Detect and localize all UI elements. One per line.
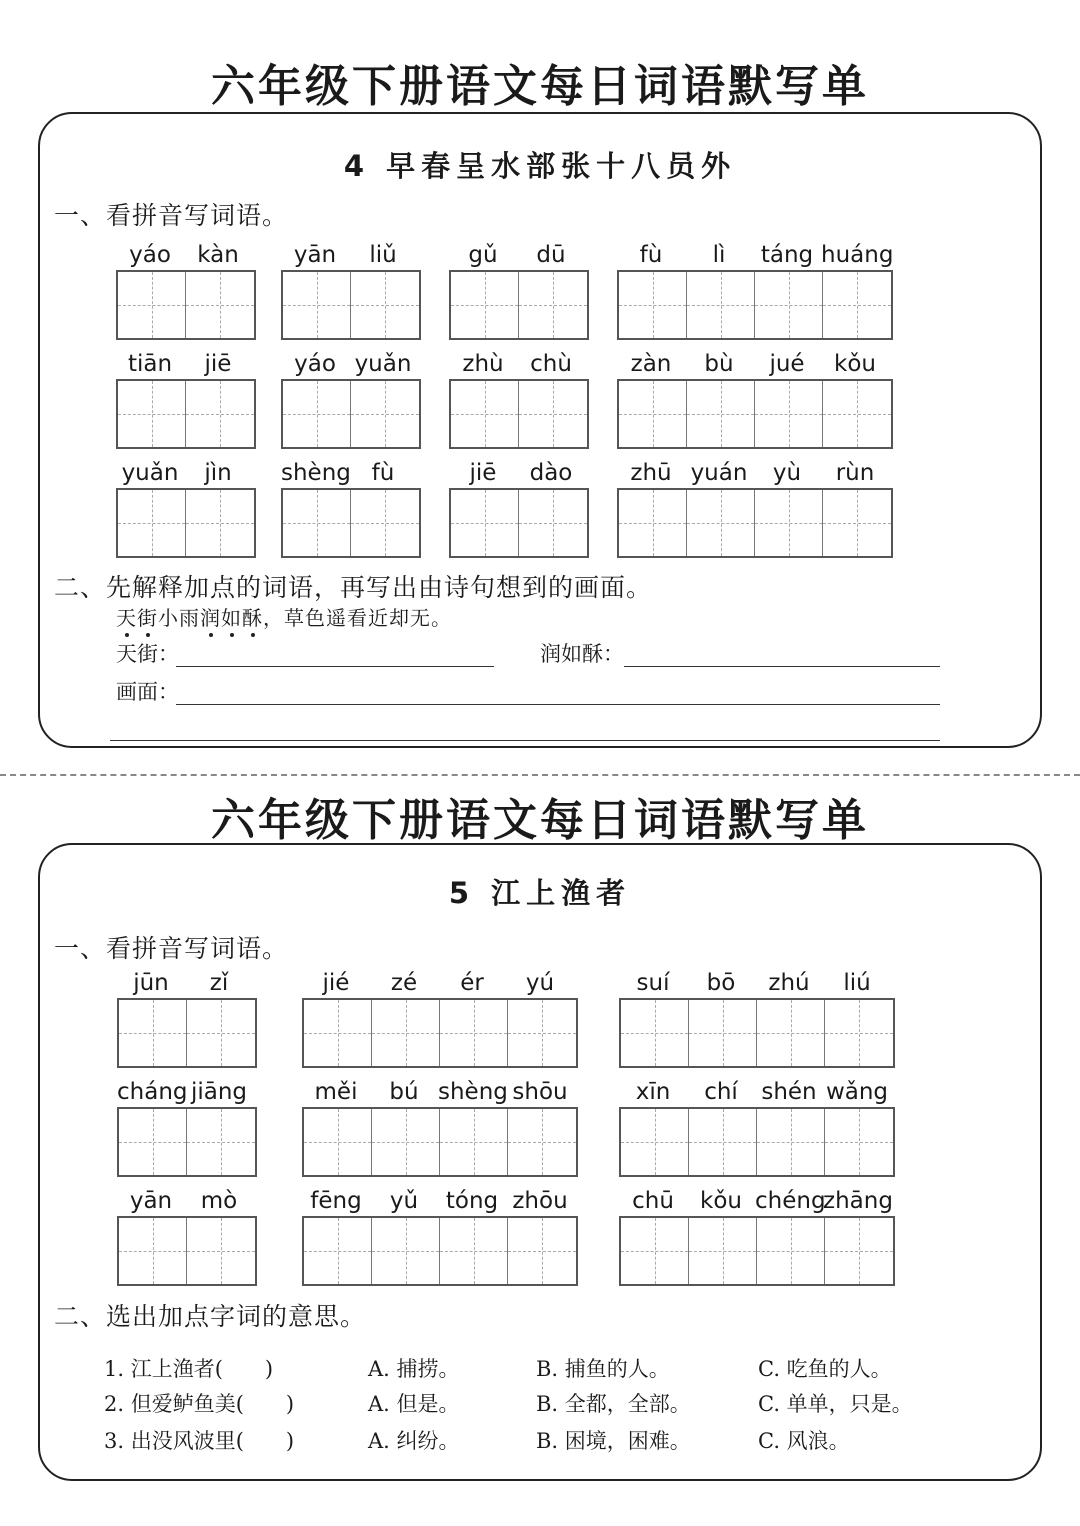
guide-line-horizontal: [619, 305, 686, 306]
guide-line-horizontal: [118, 414, 185, 415]
question-3[interactable]: 3. 出没风波里( ): [104, 1429, 295, 1453]
pinyin-syllable: jué: [769, 351, 805, 377]
pinyin-syllable: ér: [460, 970, 484, 996]
character-writing-cell[interactable]: [118, 381, 186, 447]
character-writing-cell[interactable]: [186, 490, 254, 556]
pinyin-syllable: fēng: [310, 1188, 362, 1214]
guide-line-horizontal: [757, 1033, 824, 1034]
pinyin-syllable: yáo: [129, 242, 171, 268]
sheet1-answer-line-tianjie[interactable]: [176, 666, 494, 667]
guide-line-horizontal: [755, 414, 822, 415]
guide-line-horizontal: [119, 1251, 186, 1252]
character-writing-cell[interactable]: [283, 490, 351, 556]
character-box-group: [619, 1216, 895, 1286]
character-writing-cell[interactable]: [755, 272, 823, 338]
pinyin-syllable: lì: [712, 242, 726, 268]
poem-char-ru: 如: [221, 606, 242, 630]
sheet2-header-grade: 六年级下册语文: [211, 795, 540, 846]
character-box-group: [449, 270, 589, 340]
guide-line-horizontal: [283, 523, 350, 524]
pinyin-syllable: liú: [843, 970, 871, 996]
character-writing-cell[interactable]: [757, 1218, 825, 1284]
pinyin-syllable: kǒu: [700, 1188, 742, 1214]
pinyin-syllable: bù: [704, 351, 734, 377]
character-box-group: [116, 488, 256, 558]
guide-line-horizontal: [451, 414, 518, 415]
pinyin-syllable: zhú: [768, 970, 810, 996]
option-2-c: C. 单单，只是。: [758, 1392, 913, 1416]
character-writing-cell[interactable]: [823, 381, 891, 447]
guide-line-horizontal: [687, 414, 754, 415]
character-writing-cell[interactable]: [519, 272, 587, 338]
character-writing-cell[interactable]: [687, 381, 755, 447]
guide-line-horizontal: [451, 305, 518, 306]
option-3-a: A. 纠纷。: [368, 1429, 460, 1453]
pinyin-syllable: tiān: [127, 351, 173, 377]
character-writing-cell[interactable]: [440, 1109, 508, 1175]
pinyin-syllable: yǔ: [389, 1188, 419, 1214]
guide-line-horizontal: [372, 1142, 439, 1143]
guide-line-horizontal: [119, 1142, 186, 1143]
guide-line-horizontal: [621, 1033, 688, 1034]
pinyin-syllable: shèng: [438, 1079, 508, 1105]
character-box-group: [281, 270, 421, 340]
guide-line-horizontal: [519, 523, 587, 524]
character-writing-cell[interactable]: [119, 1000, 187, 1066]
sheet2-lesson-title: 5 江上渔者: [448, 876, 632, 910]
character-writing-cell[interactable]: [621, 1218, 689, 1284]
character-writing-cell[interactable]: [621, 1109, 689, 1175]
pinyin-syllable: dào: [529, 460, 573, 486]
character-writing-cell[interactable]: [755, 490, 823, 556]
character-box-group: [619, 1107, 895, 1177]
sheet2-section2-title: 二、选出加点字词的意思。: [54, 1302, 367, 1331]
pinyin-syllable: liǔ: [369, 242, 397, 268]
guide-line-horizontal: [689, 1033, 756, 1034]
guide-line-horizontal: [687, 523, 754, 524]
pinyin-syllable: tóng: [445, 1188, 499, 1214]
pinyin-syllable: zàn: [630, 351, 672, 377]
character-box-group: [116, 270, 256, 340]
guide-line-horizontal: [187, 1251, 255, 1252]
guide-line-horizontal: [304, 1033, 371, 1034]
guide-line-horizontal: [519, 305, 587, 306]
pinyin-syllable: chù: [530, 351, 572, 377]
pinyin-syllable: jūn: [133, 970, 169, 996]
character-writing-cell[interactable]: [283, 381, 351, 447]
option-2-b: B. 全都，全部。: [536, 1392, 691, 1416]
character-box-group: [117, 998, 257, 1068]
character-writing-cell[interactable]: [619, 272, 687, 338]
character-writing-cell[interactable]: [118, 272, 186, 338]
guide-line-horizontal: [119, 1033, 186, 1034]
option-1-b: B. 捕鱼的人。: [536, 1357, 670, 1381]
sheet1-section2-title: 二、先解释加点的词语，再写出由诗句想到的画面。: [54, 573, 653, 602]
pinyin-syllable: gǔ: [468, 242, 498, 268]
question-2[interactable]: 2. 但爱鲈鱼美( ): [104, 1392, 295, 1416]
option-3-c: C. 风浪。: [758, 1429, 850, 1453]
character-writing-cell[interactable]: [186, 272, 254, 338]
guide-line-horizontal: [823, 523, 891, 524]
character-writing-cell[interactable]: [187, 1109, 255, 1175]
sheet1-header-title: 每日词语默写单: [540, 61, 869, 112]
pinyin-syllable: zé: [390, 970, 418, 996]
pinyin-syllable: bō: [706, 970, 736, 996]
character-box-group: [281, 488, 421, 558]
character-box-group: [449, 379, 589, 449]
poem-char-tian: 天: [116, 606, 137, 630]
guide-line-horizontal: [304, 1142, 371, 1143]
pinyin-syllable: yān: [129, 1188, 173, 1214]
guide-line-horizontal: [451, 523, 518, 524]
sheet1-answer-line-huamian-1[interactable]: [176, 704, 940, 705]
guide-line-horizontal: [619, 523, 686, 524]
guide-line-horizontal: [187, 1033, 255, 1034]
character-writing-cell[interactable]: [283, 272, 351, 338]
sheet1-answer-line-runrusu[interactable]: [624, 666, 940, 667]
guide-line-horizontal: [304, 1251, 371, 1252]
guide-line-horizontal: [621, 1142, 688, 1143]
pinyin-syllable: jiē: [469, 460, 497, 486]
character-writing-cell[interactable]: [451, 490, 519, 556]
pinyin-syllable: shèng: [281, 460, 351, 486]
sheet1-header-grade: 六年级下册语文: [211, 61, 540, 112]
guide-line-horizontal: [351, 523, 419, 524]
pinyin-syllable: zhāng: [823, 1188, 893, 1214]
guide-line-horizontal: [689, 1251, 756, 1252]
guide-line-horizontal: [621, 1251, 688, 1252]
guide-line-horizontal: [519, 414, 587, 415]
character-writing-cell[interactable]: [304, 1000, 372, 1066]
guide-line-horizontal: [689, 1142, 756, 1143]
sheet2-section1-title: 一、看拼音写词语。: [54, 934, 289, 963]
guide-line-horizontal: [283, 414, 350, 415]
guide-line-horizontal: [118, 523, 185, 524]
pinyin-syllable: chū: [632, 1188, 674, 1214]
guide-line-horizontal: [755, 305, 822, 306]
character-writing-cell[interactable]: [619, 490, 687, 556]
sheet1-lesson-title: 4 早春呈水部张十八员外: [343, 149, 737, 183]
character-writing-cell[interactable]: [757, 1000, 825, 1066]
pinyin-syllable: dū: [536, 242, 566, 268]
character-writing-cell[interactable]: [689, 1000, 757, 1066]
character-writing-cell[interactable]: [351, 381, 419, 447]
pinyin-syllable: zhū: [630, 460, 672, 486]
character-writing-cell[interactable]: [351, 490, 419, 556]
character-writing-cell[interactable]: [825, 1109, 893, 1175]
guide-line-horizontal: [440, 1033, 507, 1034]
character-writing-cell[interactable]: [372, 1218, 440, 1284]
pinyin-syllable: zhōu: [512, 1188, 568, 1214]
pinyin-syllable: jiāng: [190, 1079, 248, 1105]
guide-line-horizontal: [508, 1142, 576, 1143]
character-writing-cell[interactable]: [304, 1218, 372, 1284]
pinyin-syllable: suí: [636, 970, 670, 996]
character-writing-cell[interactable]: [118, 490, 186, 556]
poem-char-jie: 街: [137, 606, 158, 630]
pinyin-syllable: rùn: [835, 460, 875, 486]
character-writing-cell[interactable]: [186, 381, 254, 447]
character-writing-cell[interactable]: [508, 1218, 576, 1284]
character-writing-cell[interactable]: [508, 1109, 576, 1175]
pinyin-syllable: kàn: [197, 242, 239, 268]
character-writing-cell[interactable]: [119, 1109, 187, 1175]
character-writing-cell[interactable]: [689, 1109, 757, 1175]
character-writing-cell[interactable]: [519, 381, 587, 447]
character-writing-cell[interactable]: [619, 381, 687, 447]
sheet2-header: [0, 784, 1080, 848]
character-writing-cell[interactable]: [755, 381, 823, 447]
character-box-group: [619, 998, 895, 1068]
character-writing-cell[interactable]: [372, 1109, 440, 1175]
pinyin-syllable: fù: [639, 242, 663, 268]
sheet1-poem: 天街小雨润如酥，草色遥看近却无。: [116, 606, 452, 630]
guide-line-horizontal: [186, 414, 254, 415]
guide-line-horizontal: [825, 1142, 893, 1143]
character-box-group: [281, 379, 421, 449]
pinyin-syllable: yuán: [690, 460, 748, 486]
pinyin-syllable: xīn: [635, 1079, 671, 1105]
character-writing-cell[interactable]: [825, 1218, 893, 1284]
guide-line-horizontal: [757, 1142, 824, 1143]
pinyin-syllable: yuǎn: [121, 460, 179, 486]
guide-line-horizontal: [351, 414, 419, 415]
guide-line-horizontal: [372, 1033, 439, 1034]
pinyin-syllable: yú: [525, 970, 555, 996]
character-writing-cell[interactable]: [187, 1218, 255, 1284]
guide-line-horizontal: [186, 523, 254, 524]
sheet1-label-huamian: 画面：: [116, 680, 179, 704]
pinyin-syllable: bú: [389, 1079, 419, 1105]
guide-line-horizontal: [755, 523, 822, 524]
guide-line-horizontal: [186, 305, 254, 306]
option-2-a: A. 但是。: [368, 1392, 460, 1416]
character-box-group: [117, 1107, 257, 1177]
cut-divider: [0, 774, 1080, 776]
pinyin-syllable: zhù: [462, 351, 504, 377]
pinyin-syllable: mò: [200, 1188, 238, 1214]
pinyin-syllable: shén: [761, 1079, 817, 1105]
poem-char-su: 酥: [242, 606, 263, 630]
pinyin-syllable: huáng: [821, 242, 894, 268]
guide-line-horizontal: [372, 1251, 439, 1252]
pinyin-syllable: zǐ: [209, 970, 229, 996]
character-writing-cell[interactable]: [823, 272, 891, 338]
character-writing-cell[interactable]: [304, 1109, 372, 1175]
option-1-c: C. 吃鱼的人。: [758, 1357, 892, 1381]
character-box-group: [302, 1216, 578, 1286]
character-writing-cell[interactable]: [519, 490, 587, 556]
character-writing-cell[interactable]: [451, 381, 519, 447]
guide-line-horizontal: [825, 1033, 893, 1034]
guide-line-horizontal: [351, 305, 419, 306]
pinyin-syllable: měi: [314, 1079, 358, 1105]
guide-line-horizontal: [823, 305, 891, 306]
sheet1-section1-title: 一、看拼音写词语。: [54, 201, 289, 230]
guide-line-horizontal: [118, 305, 185, 306]
character-writing-cell[interactable]: [372, 1000, 440, 1066]
pinyin-syllable: yuǎn: [354, 351, 412, 377]
pinyin-syllable: kǒu: [834, 351, 876, 377]
pinyin-syllable: jié: [322, 970, 350, 996]
pinyin-syllable: jìn: [204, 460, 232, 486]
pinyin-syllable: wǎng: [825, 1079, 889, 1105]
character-writing-cell[interactable]: [508, 1000, 576, 1066]
guide-line-horizontal: [619, 414, 686, 415]
pinyin-syllable: chéng: [755, 1188, 826, 1214]
pinyin-syllable: shōu: [512, 1079, 568, 1105]
guide-line-horizontal: [283, 305, 350, 306]
character-writing-cell[interactable]: [440, 1000, 508, 1066]
guide-line-horizontal: [187, 1142, 255, 1143]
guide-line-horizontal: [508, 1033, 576, 1034]
character-writing-cell[interactable]: [823, 490, 891, 556]
guide-line-horizontal: [440, 1142, 507, 1143]
guide-line-horizontal: [508, 1251, 576, 1252]
character-writing-cell[interactable]: [187, 1000, 255, 1066]
character-writing-cell[interactable]: [687, 272, 755, 338]
character-box-group: [117, 1216, 257, 1286]
character-writing-cell[interactable]: [687, 490, 755, 556]
character-box-group: [302, 998, 578, 1068]
pinyin-syllable: cháng: [117, 1079, 188, 1105]
guide-line-horizontal: [440, 1251, 507, 1252]
pinyin-syllable: yù: [772, 460, 802, 486]
sheet1-header: [0, 50, 1080, 114]
character-writing-cell[interactable]: [351, 272, 419, 338]
character-box-group: [617, 379, 893, 449]
poem-char-run: 润: [200, 606, 221, 630]
pinyin-syllable: táng: [760, 242, 814, 268]
character-box-group: [302, 1107, 578, 1177]
sheet2-header-title: 每日词语默写单: [540, 795, 869, 846]
pinyin-syllable: chí: [704, 1079, 738, 1105]
pinyin-syllable: yān: [293, 242, 337, 268]
character-box-group: [116, 379, 256, 449]
character-writing-cell[interactable]: [119, 1218, 187, 1284]
character-writing-cell[interactable]: [451, 272, 519, 338]
question-1[interactable]: 1. 江上渔者( ): [104, 1357, 274, 1381]
pinyin-syllable: jiē: [204, 351, 232, 377]
character-box-group: [449, 488, 589, 558]
sheet1-label-runrusu: 润如酥：: [540, 642, 624, 666]
character-box-group: [617, 270, 893, 340]
option-1-a: A. 捕捞。: [368, 1357, 460, 1381]
sheet1-answer-line-huamian-2[interactable]: [110, 740, 940, 741]
guide-line-horizontal: [687, 305, 754, 306]
character-writing-cell[interactable]: [621, 1000, 689, 1066]
character-writing-cell[interactable]: [689, 1218, 757, 1284]
option-3-b: B. 困境，困难。: [536, 1429, 691, 1453]
pinyin-syllable: fù: [371, 460, 395, 486]
guide-line-horizontal: [823, 414, 891, 415]
sheet1-label-tianjie: 天街：: [116, 642, 179, 666]
character-writing-cell[interactable]: [440, 1218, 508, 1284]
guide-line-horizontal: [757, 1251, 824, 1252]
character-box-group: [617, 488, 893, 558]
pinyin-syllable: yáo: [294, 351, 336, 377]
guide-line-horizontal: [825, 1251, 893, 1252]
character-writing-cell[interactable]: [825, 1000, 893, 1066]
character-writing-cell[interactable]: [757, 1109, 825, 1175]
